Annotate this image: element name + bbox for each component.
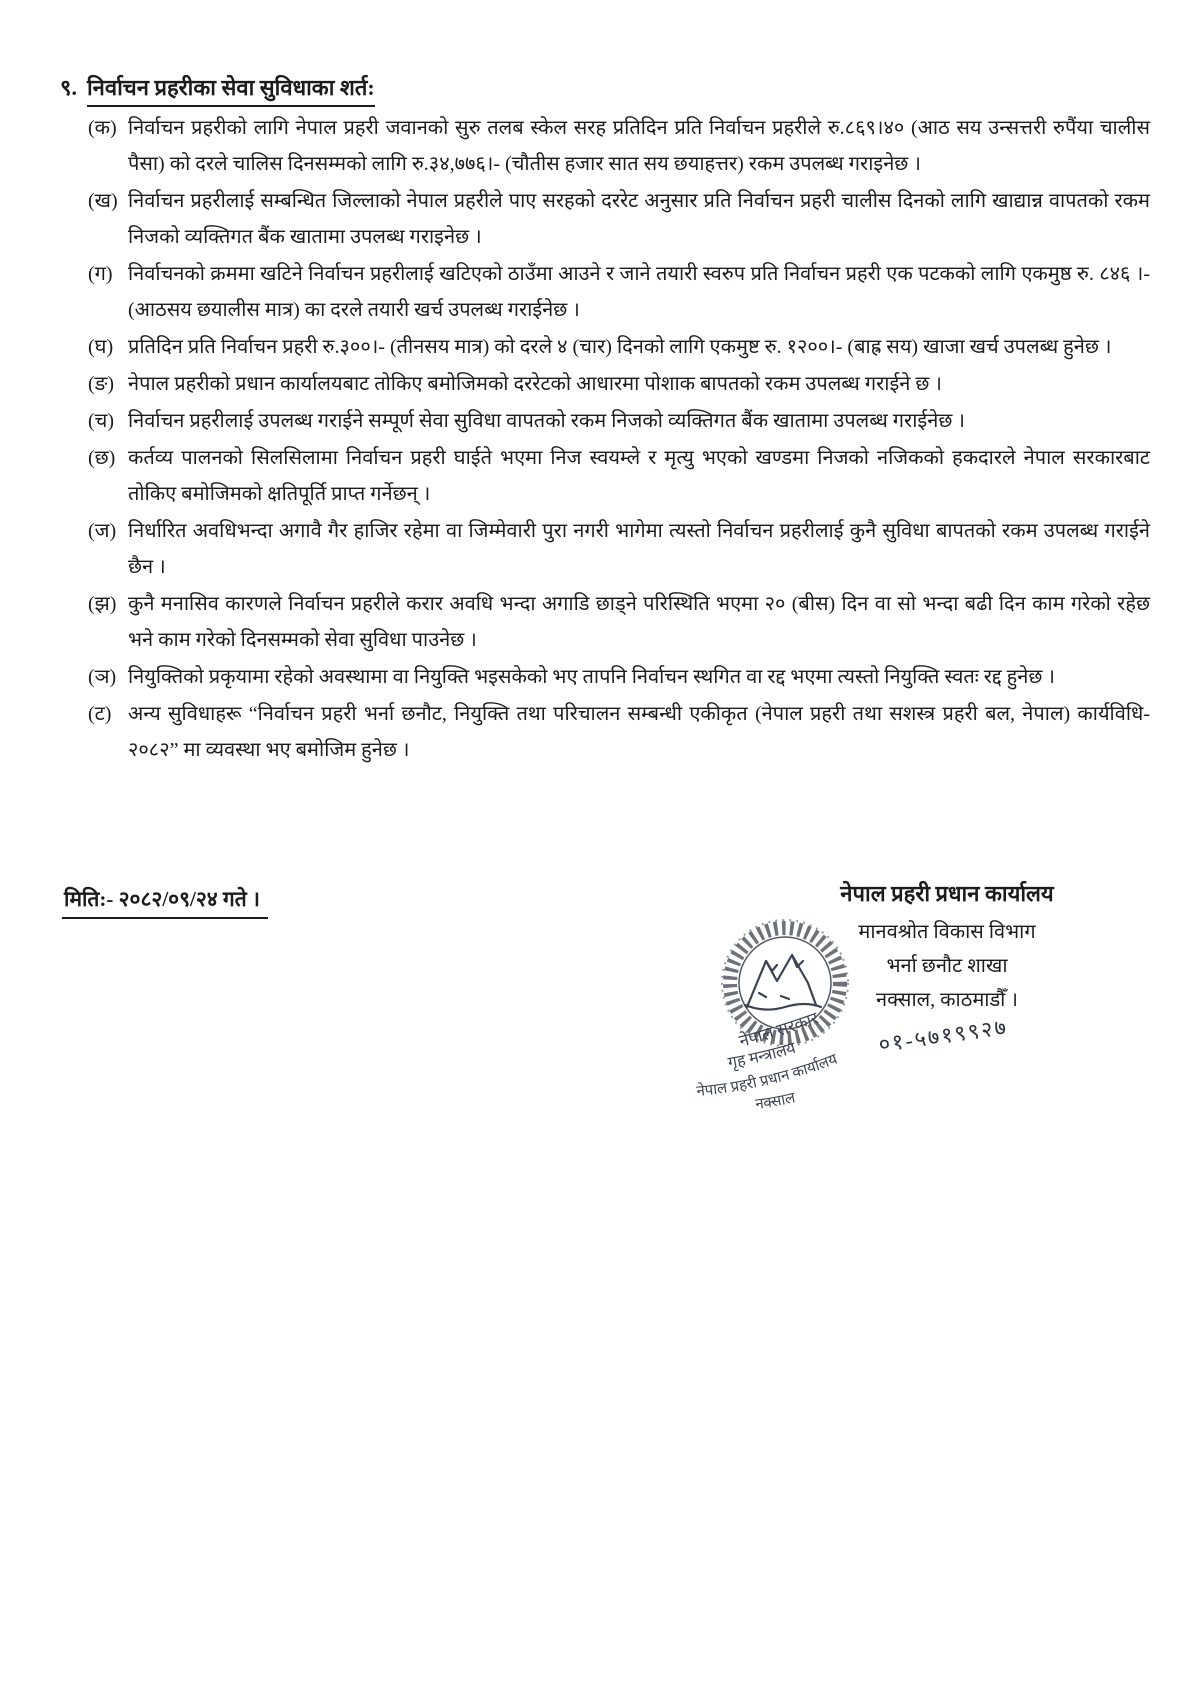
term-text: नेपाल प्रहरीको प्रधान कार्यालयबाट तोकिए बमोजिमको दररेटको आधारमा पोशाक बापतको रकम उपलब्ध गराईने छ ।: [128, 373, 942, 395]
term-text: निर्वाचन प्रहरीलाई सम्बन्धित जिल्लाको नेपाल प्रहरीले पाए सरहको दररेट अनुसार प्रति निर्वाचन प्रहरी चालीस दिनको लागि खाद्यान्न वापतको रकम निजको व्यक्तिगत बैंक खातामा उपलब्ध गराइनेछ ।: [128, 190, 1150, 248]
term-label: (च): [88, 410, 115, 432]
seal-line-3: नेपाल प्रहरी प्रधान कार्यालय: [695, 1051, 840, 1100]
term-text: निर्वाचन प्रहरीको लागि नेपाल प्रहरी जवानको सुरु तलब स्केल सरह प्रतिदिन प्रति निर्वाचन प्रहरीले रु.८६९।४० (आठ सय उन्सत्तरी रुपैंया चालीस पैसा) को दरले चालिस दिनसम्मको लागि रु.३४,७७६।- (चौतीस हजार सात सय छयाहत्तर) रकम उपलब्ध गराइनेछ ।: [128, 117, 1150, 175]
term-item: [88, 513, 1150, 585]
signature-block: [808, 878, 1086, 1016]
term-item: [88, 586, 1150, 658]
heading-title: निर्वाचन प्रहरीका सेवा सुविधाका शर्त:: [87, 72, 375, 107]
term-item: [88, 256, 1150, 328]
heading-number: ९.: [60, 75, 77, 100]
terms-list: [88, 110, 1150, 769]
term-item: [88, 110, 1150, 182]
term-text: प्रतिदिन प्रति निर्वाचन प्रहरी रु.३००।- (तीनसय मात्र) को दरले ४ (चार) दिनको लागि एकमुष्ट रु. १२००।- (बाह्र सय) खाजा खर्च उपलब्ध हुनेछ ।: [128, 336, 1112, 358]
term-item: [88, 183, 1150, 255]
term-label: (झ): [88, 593, 117, 615]
term-label: (ञ): [88, 666, 117, 688]
department-name: मानवश्रोत विकास विभाग: [858, 921, 1036, 943]
term-item: [88, 659, 1150, 695]
term-text: निर्वाचन प्रहरीलाई उपलब्ध गराईने सम्पूर्ण सेवा सुविधा वापतको रकम निजको व्यक्तिगत बैंक खातामा उपलब्ध गराईनेछ ।: [128, 410, 965, 432]
term-label: (छ): [88, 447, 116, 469]
date-line: मिति:- २०८२/०९/२४ गते ।: [62, 885, 268, 919]
term-text: कर्तव्य पालनको सिलसिलामा निर्वाचन प्रहरी घाईते भएमा निज स्वयम्ले र मृत्यु भएको खण्डमा निजको नजिकको हकदारले नेपाल सरकारबाट तोकिए बमोजिमको क्षतिपूर्ति प्राप्त गर्नेछन् ।: [128, 447, 1150, 505]
term-item: [88, 366, 1150, 402]
term-item: [88, 403, 1150, 439]
term-item: [88, 696, 1150, 768]
svg-text:नक्साल: [754, 1090, 797, 1113]
term-label: (क): [88, 117, 117, 139]
term-item: [88, 440, 1150, 512]
office-address: नक्साल, काठमाडौँ ।: [876, 989, 1018, 1011]
office-phone: ०१-५७१९९२७: [876, 1014, 1010, 1057]
branch-name: भर्ना छनौट शाखा: [886, 955, 1008, 977]
section-heading: [60, 72, 375, 107]
term-label: (ज): [88, 520, 117, 542]
seal-line-4: नक्साल: [754, 1090, 797, 1113]
office-name: नेपाल प्रहरी प्रधान कार्यालय: [840, 881, 1054, 906]
term-text: कुनै मनासिव कारणले निर्वाचन प्रहरीले करार अवधि भन्दा अगाडि छाड्ने परिस्थिति भएमा २० (बीस) दिन वा सो भन्दा बढी दिन काम गरेको रहेछ भने काम गरेको दिनसम्मको सेवा सुविधा पाउनेछ ।: [128, 593, 1150, 651]
term-label: (ट): [88, 703, 112, 725]
term-text: निर्वाचनको क्रममा खटिने निर्वाचन प्रहरीलाई खटिएको ठाउँमा आउने र जाने तयारी स्वरुप प्रति निर्वाचन प्रहरी एक पटकको लागि एकमुष्ठ रु. ८४६ ।- (आठसय छयालीस मात्र) का दरले तयारी खर्च उपलब्ध गराईनेछ ।: [128, 263, 1150, 321]
term-label: (ख): [88, 190, 118, 212]
term-text: निर्धारित अवधिभन्दा अगावै गैर हाजिर रहेमा वा जिम्मेवारी पुरा नगरी भागेमा त्यस्तो निर्वाचन प्रहरीलाई कुनै सुविधा बापतको रकम उपलब्ध गराईने छैन ।: [128, 520, 1150, 578]
term-label: (घ): [88, 336, 114, 358]
term-label: (ग): [88, 263, 113, 285]
term-text: नियुक्तिको प्रकृयामा रहेको अवस्थामा वा नियुक्ति भइसकेको भए तापनि निर्वाचन स्थगित वा रद्द भएमा त्यस्तो नियुक्ति स्वतः रद्द हुनेछ ।: [128, 666, 1055, 688]
term-item: [88, 329, 1150, 365]
term-text: अन्य सुविधाहरू “निर्वाचन प्रहरी भर्ना छनौट, नियुक्ति तथा परिचालन सम्बन्धी एकीकृत (नेपाल प्रहरी तथा सशस्त्र प्रहरी बल, नेपाल) कार्यविधि- २०८२” मा व्यवस्था भए बमोजिम हुनेछ ।: [128, 703, 1150, 761]
term-label: (ङ): [88, 373, 115, 395]
seal-line-1: नेपाल सरकार: [737, 1008, 821, 1051]
seal-line-2: गृह मन्त्रालय: [726, 1039, 798, 1072]
